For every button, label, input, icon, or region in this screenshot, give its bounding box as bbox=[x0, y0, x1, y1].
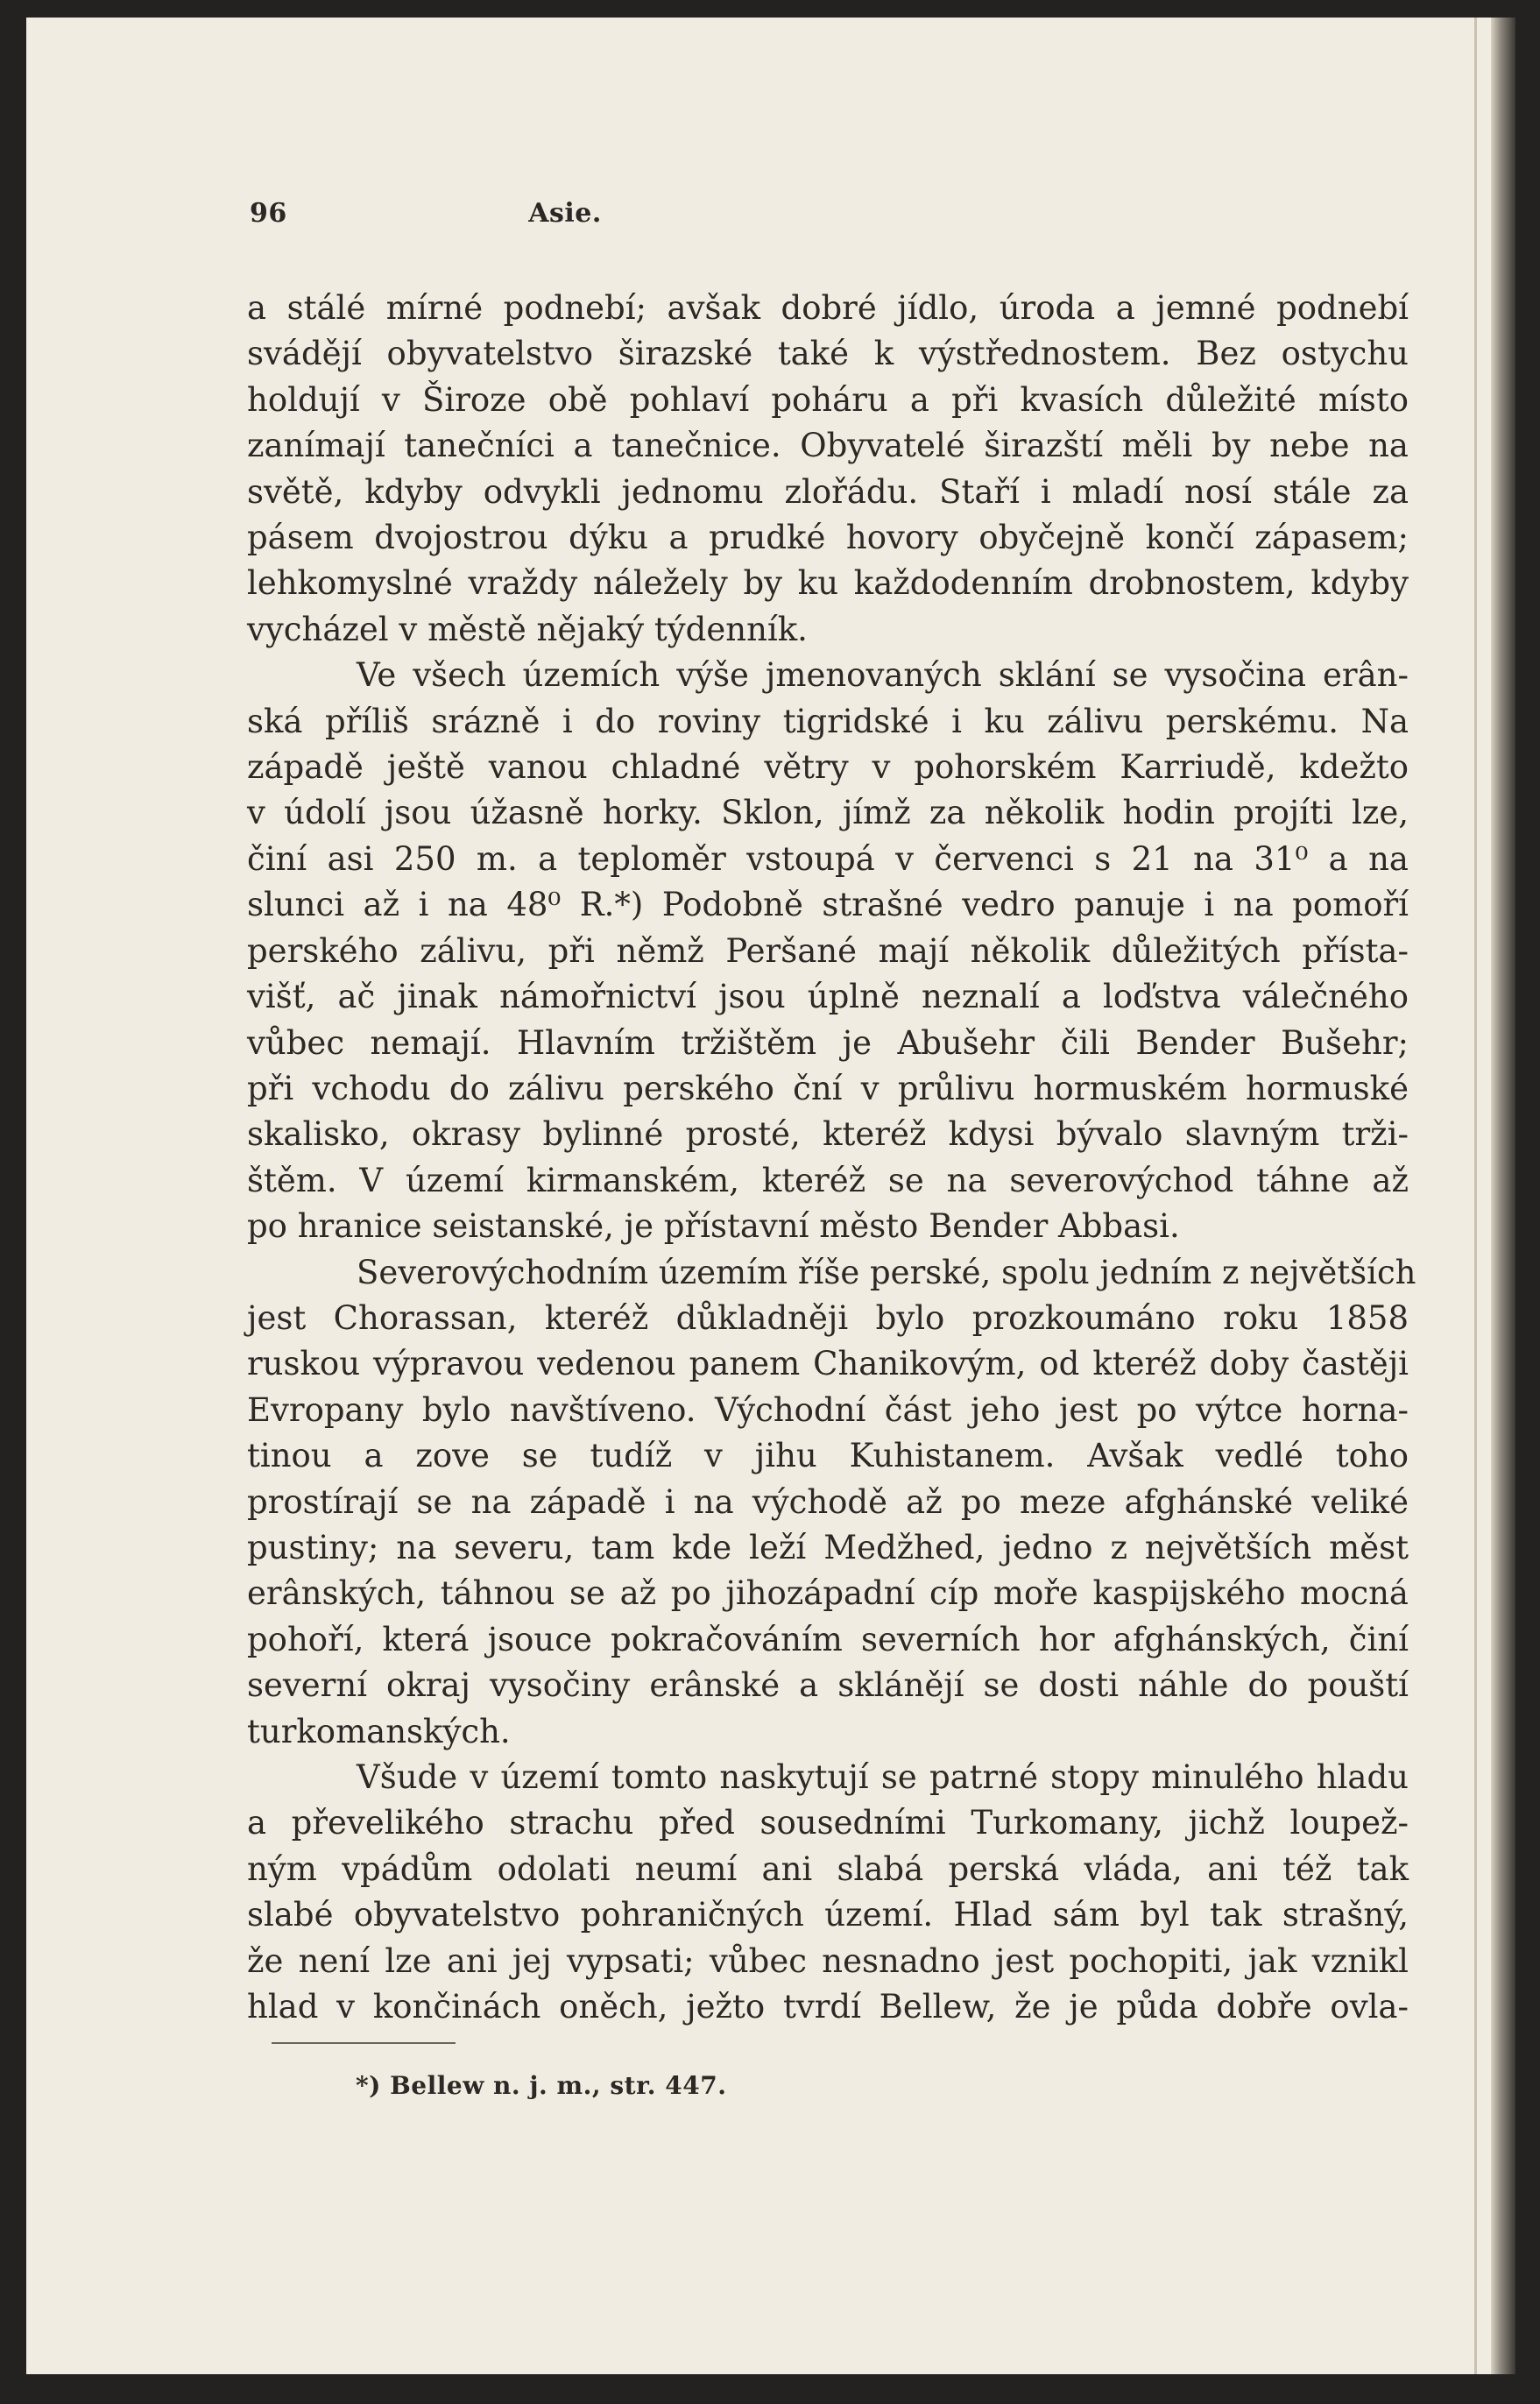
text-line: slabé obyvatelstvo pohraničných území. Hlad sám byl tak strašný, bbox=[247, 1896, 1409, 1934]
text-line: světě, kdyby odvykli jednomu zlořádu. Staří i mladí nosí stále za bbox=[247, 472, 1409, 511]
body-text bbox=[247, 286, 1416, 2030]
text-line: štěm. V území kirmanském, kteréž se na severovýchod táhne až bbox=[247, 1161, 1409, 1199]
text-line: tinou a zove se tudíž v jihu Kuhistanem. Avšak vedlé toho bbox=[247, 1437, 1409, 1475]
text-line: po hranice seistanské, je přístavní město Bender Abbasi. bbox=[247, 1207, 1180, 1246]
text-line: pásem dvojostrou dýku a prudké hovory obyčejně končí zápasem; bbox=[247, 519, 1409, 557]
text-line: erânských, táhnou se až po jihozápadní cíp moře kaspijského mocná bbox=[247, 1574, 1409, 1613]
text-line: holdují v Široze obě pohlaví poháru a při kvasích důležité místo bbox=[247, 380, 1409, 419]
text-line: ská příliš srázně i do roviny tigridské i ku zálivu perskému. Na bbox=[247, 702, 1409, 740]
text-line: ným vpádům odolati neumí ani slabá perská vláda, ani též tak bbox=[247, 1849, 1409, 1888]
text-line: hlad v končinách oněch, ježto tvrdí Bellew, že je půda dobře ovla- bbox=[247, 1988, 1409, 2026]
text-line: jest Chorassan, kteréž důkladněji bylo prozkoumáno roku 1858 bbox=[247, 1298, 1409, 1337]
text-line: že není lze ani jej vypsati; vůbec nesnadno jest pochopiti, jak vznikl bbox=[247, 1941, 1409, 1980]
text-line: Ve všech územích výše jmenovaných sklání se vysočina erân- bbox=[357, 656, 1409, 695]
text-line: v údolí jsou úžasně horky. Sklon, jímž za několik hodin projíti lze, bbox=[247, 794, 1409, 832]
page-edge-line bbox=[1474, 18, 1477, 2374]
text-line: vůbec nemají. Hlavním tržištěm je Abušehr čili Bender Bušehr; bbox=[247, 1023, 1409, 1062]
text-line: lehkomyslné vraždy náležely by ku každodenním drobnostem, kdyby bbox=[247, 564, 1409, 603]
text-line: činí asi 250 m. a teploměr vstoupá v červenci s 21 na 31⁰ a na bbox=[247, 839, 1409, 878]
text-line: skalisko, okrasy bylinné prosté, kteréž kdysi bývalo slavným trži- bbox=[247, 1115, 1409, 1154]
footnote: *) Bellew n. j. m., str. 447. bbox=[356, 2071, 727, 2100]
text-line: Severovýchodním územím říše perské, spolu jedním z největších bbox=[357, 1253, 1416, 1291]
text-line: prostírají se na západě i na východě až po meze afghánské veliké bbox=[247, 1482, 1409, 1521]
text-line: perského zálivu, při němž Peršané mají několik důležitých přísta- bbox=[247, 931, 1409, 970]
text-line: turkomanských. bbox=[247, 1712, 511, 1750]
page-number: 96 bbox=[250, 198, 287, 229]
text-line: pustiny; na severu, tam kde leží Medžhed, jedno z největších měst bbox=[247, 1528, 1409, 1566]
text-line: a převelikého strachu před sousedními Turkomany, jichž loupež- bbox=[247, 1804, 1409, 1842]
text-line: severní okraj vysočiny erânské a sklánějí se dosti náhle do pouští bbox=[247, 1666, 1409, 1705]
text-line: Všude v území tomto naskytují se patrné stopy minulého hladu bbox=[357, 1758, 1409, 1796]
text-line: slunci až i na 48⁰ R.*) Podobně strašné vedro panuje i na pomoří bbox=[247, 886, 1409, 924]
text-line: zanímají tanečníci a tanečnice. Obyvatelé širazští měli by nebe na bbox=[247, 427, 1409, 465]
text-line: při vchodu do zálivu perského ční v průlivu hormuském hormuské bbox=[247, 1069, 1409, 1107]
text-line: svádějí obyvatelstvo širazské také k výstřednostem. Bez ostychu bbox=[247, 335, 1409, 373]
running-title: Asie. bbox=[528, 198, 602, 229]
text-line: pohoří, která jsouce pokračováním severních hor afghánských, činí bbox=[247, 1620, 1409, 1658]
text-line: Evropany bylo navštíveno. Východní část jeho jest po výtce horna- bbox=[247, 1390, 1409, 1429]
book-spine bbox=[1491, 18, 1515, 2374]
footnote-rule bbox=[272, 2042, 456, 2044]
text-line: višť, ač jinak námořnictví jsou úplně neznalí a loďstva válečného bbox=[247, 978, 1409, 1016]
text-line: ruskou výpravou vedenou panem Chanikovým, od kteréž doby častěji bbox=[247, 1345, 1409, 1383]
text-line: západě ještě vanou chladné větry v pohorském Karriudě, kdežto bbox=[247, 748, 1409, 787]
text-line: vycházel v městě nějaký týdenník. bbox=[247, 610, 808, 648]
text-line: a stálé mírné podnebí; avšak dobré jídlo, úroda a jemné podnebí bbox=[247, 289, 1409, 327]
page-header bbox=[250, 198, 880, 233]
